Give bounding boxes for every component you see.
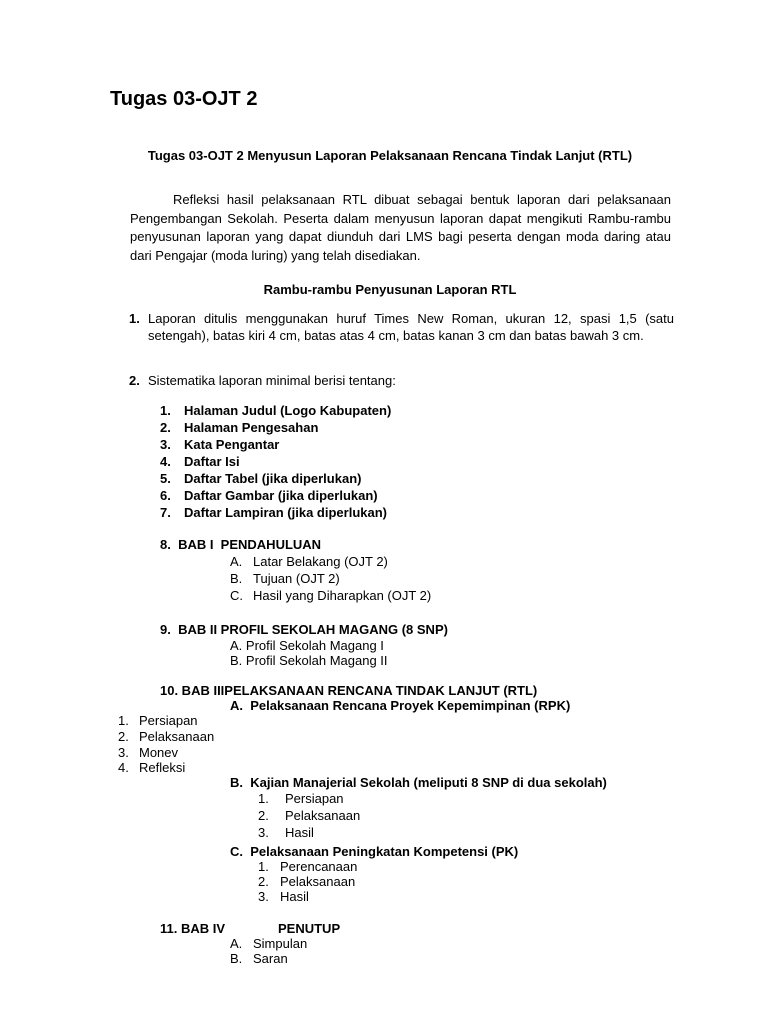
list-item: C. Hasil yang Diharapkan (OJT 2) [230,588,432,603]
chapter-heading: 8. BAB I PENDAHULUAN [160,537,322,552]
list-item: 4. Daftar Isi [160,454,240,469]
intro-paragraph [130,191,671,265]
list-item: B. Saran [230,951,288,966]
list-item: 5. Daftar Tabel (jika diperlukan) [160,471,362,486]
list-item: 3. Hasil [258,889,309,904]
list-item: 3. Hasil [258,825,314,840]
list-item: 7. Daftar Lampiran (jika diperlukan) [160,505,387,520]
subsection-heading: B. Kajian Manajerial Sekolah (meliputi 8 SNP di dua sekolah) [230,775,607,790]
chapter-heading: 11. BAB IV PENUTUP [160,921,341,936]
list-item: 2. Pelaksanaan [118,729,215,744]
chapter-heading: 10. BAB IIIPELAKSANAAN RENCANA TINDAK LANJUT (RTL) [160,683,538,698]
subsection-heading: A. Pelaksanaan Rencana Proyek Kepemimpinan (RPK) [230,698,571,713]
page-title: Tugas 03-OJT 2 [110,88,258,110]
chapter-heading: 9. BAB II PROFIL SEKOLAH MAGANG (8 SNP) [160,622,448,637]
list-item: 2. Pelaksanaan [258,874,356,889]
list-item: 1. Persiapan [118,713,198,728]
list-item: A. Simpulan [230,936,308,951]
document-subtitle: Tugas 03-OJT 2 Menyusun Laporan Pelaksanaan Rencana Tindak Lanjut (RTL) [147,148,633,163]
list-item: A. Profil Sekolah Magang I [230,638,384,653]
list-item: A. Latar Belakang (OJT 2) [230,554,388,569]
rule-number: 2. [129,373,140,388]
list-item: 6. Daftar Gambar (jika diperlukan) [160,488,378,503]
rule-1-text: Laporan ditulis menggunakan huruf Times New Roman, ukuran 12, spasi 1,5 (satu setengah), batas kiri 4 cm, batas atas 4 cm, batas kanan 3 cm dan batas bawah 3 cm. [148,311,674,343]
subsection-heading: C. Pelaksanaan Peningkatan Kompetensi (PK) [230,844,519,859]
list-item: 3. Kata Pengantar [160,437,280,452]
list-item: 2. Pelaksanaan [258,808,361,823]
rule-2-text: Sistematika laporan minimal berisi tentang: [148,373,396,388]
list-item: B. Profil Sekolah Magang II [230,653,388,668]
list-item: B. Tujuan (OJT 2) [230,571,340,586]
guide-heading: Rambu-rambu Penyusunan Laporan RTL [263,282,517,297]
rule-number: 1. [129,311,140,326]
list-item: 3. Monev [118,745,179,760]
list-item: 1. Halaman Judul (Logo Kabupaten) [160,403,392,418]
intro-text: Refleksi hasil pelaksanaan RTL dibuat sebagai bentuk laporan dari pelaksanaan Pengembangan Sekolah. Peserta dalam menyusun laporan dapat mengikuti Rambu-rambu penyusunan laporan yang dapat diunduh dari LMS bagi peserta dengan moda daring atau dari Pengajar (moda luring) yang telah disediakan. [130,192,671,263]
list-item: 4. Refleksi [118,760,186,775]
list-item: 1. Perencanaan [258,859,358,874]
list-item: 1. Persiapan [258,791,344,806]
list-item: 2. Halaman Pengesahan [160,420,319,435]
